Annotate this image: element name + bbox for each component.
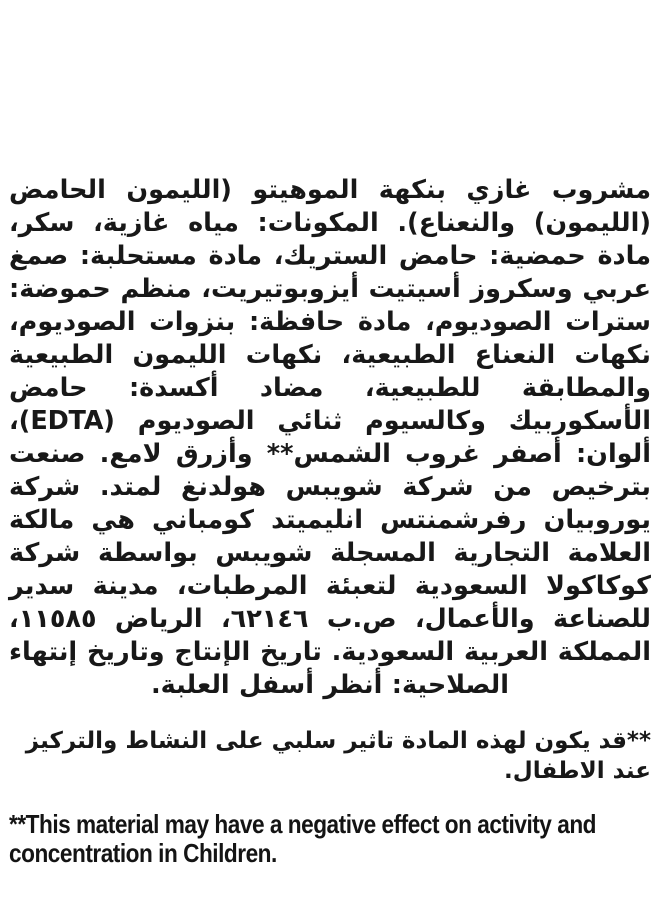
ingredients-label-panel	[9, 148, 651, 893]
arabic-ingredients-paragraph: مشروب غازي بنكهة الموهيتو (الليمون الحامض (الليمون) والنعناع). المكونات: مياه غازية، سكر، مادة حمضية: حامض الستريك، مادة مستحلبة: صمغ عربي وسكروز أسيتيت أيزوبوتيريت، منظم حموضة: سترات الصوديوم، مادة حافظة: بنزوات الصوديوم، نكهات النعناع الطبيعية، نكهات الليمون الطبيعية والمطابقة للطبيعية، مضاد أكسدة: حامض الأسكوربيك وكالسيوم ثنائي الصوديوم (EDTA)، ألوان: أصفر غروب الشمس** وأزرق لامع. صنعت بترخيص من شركة شويبس هولدنغ لمتد. شركة يوروبيان رفرشمنتس انليميتد كومباني هي مالكة العلامة التجارية المسجلة شويبس بواسطة شركة كوكاكولا السعودية لتعبئة المرطبات، مدينة سدير للصناعة والأعمال، ص.ب ٦٢١٤٦، الرياض ١١٥٨٥، المملكة العربية السعودية. تاريخ الإنتاج وتاريخ إنتهاء الصلاحية: أنظر أسفل العلبة.	[9, 174, 651, 700]
english-additive-warning: **This material may have a negative effect on activity and concentration in Children.	[9, 809, 597, 868]
arabic-additive-warning: **قد يكون لهذه المادة تاثير سلبي على النشاط والتركيز عند الاطفال.	[25, 728, 651, 785]
